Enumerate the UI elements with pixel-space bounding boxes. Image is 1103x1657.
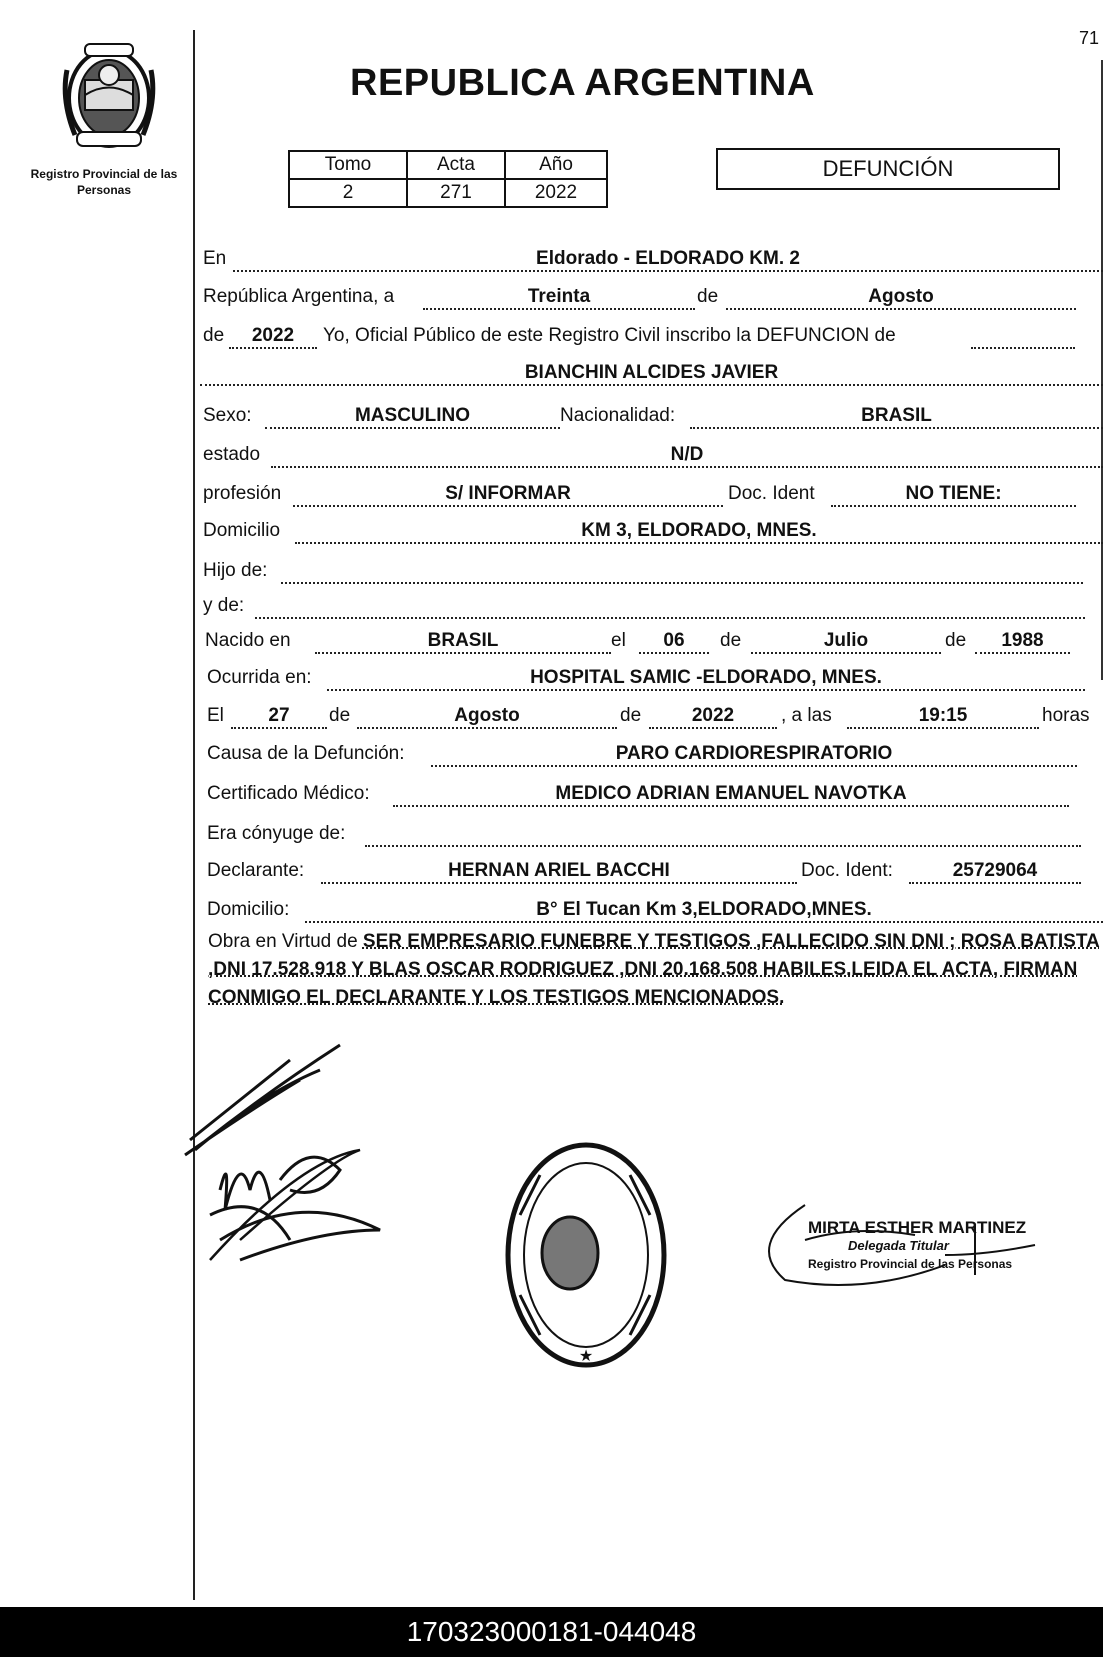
register-header-ano: Año xyxy=(505,151,607,179)
de-label-5: de xyxy=(620,705,642,726)
page-number: 71 xyxy=(1078,28,1099,48)
ocurrida-value: HOSPITAL SAMIC -ELDORADO, MNES. xyxy=(327,665,1085,691)
register-header-tomo: Tomo xyxy=(289,151,407,179)
row-sexo xyxy=(203,403,1103,429)
doc-ident-value: NO TIENE: xyxy=(831,481,1076,507)
yde-label: y de: xyxy=(203,595,245,616)
yde-value xyxy=(255,593,1085,619)
de-label: de xyxy=(697,286,719,307)
province-coat-of-arms-logo xyxy=(55,40,163,152)
inscribo-text: Yo, Oficial Público de este Registro Civil inscribo la DEFUNCION de xyxy=(323,325,896,346)
row-date xyxy=(203,284,1083,310)
row-certificado xyxy=(207,781,1069,807)
nacido-value: BRASIL xyxy=(315,628,611,654)
doc-ident-label: Doc. Ident xyxy=(728,483,815,504)
day-value: Treinta xyxy=(423,284,695,310)
register-table xyxy=(288,150,608,208)
de-label-4: de xyxy=(329,705,351,726)
horas-label: horas xyxy=(1042,705,1090,726)
estado-value: N/D xyxy=(271,442,1103,468)
row-domicilio xyxy=(203,518,1103,544)
row-name xyxy=(200,360,1103,386)
sexo-label: Sexo: xyxy=(203,405,252,426)
republica-label: República Argentina, a xyxy=(203,286,395,307)
death-month: Agosto xyxy=(357,703,617,729)
register-value-ano: 2022 xyxy=(505,179,607,207)
birth-month: Julio xyxy=(751,628,941,654)
register-value-acta: 271 xyxy=(407,179,505,207)
obra-paragraph xyxy=(208,928,1103,1012)
year-value: 2022 xyxy=(229,323,317,349)
de-label-3: de xyxy=(945,630,967,651)
causa-label: Causa de la Defunción: xyxy=(207,743,405,764)
death-day: 27 xyxy=(231,703,327,729)
declarante-value: HERNAN ARIEL BACCHI xyxy=(321,858,797,884)
certificado-label: Certificado Médico: xyxy=(207,783,370,804)
death-year: 2022 xyxy=(649,703,777,729)
birth-day: 06 xyxy=(639,628,709,654)
en-label: En xyxy=(203,248,227,269)
svg-text:★: ★ xyxy=(578,1348,594,1365)
register-value-tomo: 2 xyxy=(289,179,407,207)
de-label: de xyxy=(203,325,225,346)
nacido-label: Nacido en xyxy=(205,630,291,651)
doc2-label: Doc. Ident: xyxy=(801,860,893,881)
domicilio2-label: Domicilio: xyxy=(207,899,290,920)
conyuge-label: Era cónyuge de: xyxy=(207,823,346,844)
alas-label: , a las xyxy=(781,705,832,726)
nacionalidad-value: BRASIL xyxy=(690,403,1103,429)
row-fecha xyxy=(207,703,1097,729)
domicilio-label: Domicilio xyxy=(203,520,281,541)
declarante-label: Declarante: xyxy=(207,860,305,881)
sexo-value: MASCULINO xyxy=(265,403,560,429)
conyuge-value xyxy=(365,821,1081,847)
el2-label: El xyxy=(207,705,224,726)
row-domicilio2 xyxy=(207,897,1103,923)
margin-line xyxy=(193,30,195,1600)
register-header-acta: Acta xyxy=(407,151,505,179)
row-conyuge xyxy=(207,821,1081,847)
death-time: 19:15 xyxy=(847,703,1039,729)
record-type-box: DEFUNCIÓN xyxy=(716,148,1060,190)
official-stamp xyxy=(808,1218,1026,1271)
row-estado xyxy=(203,442,1103,468)
official-role: Delegada Titular xyxy=(848,1238,949,1253)
page-title: REPUBLICA ARGENTINA xyxy=(350,62,815,104)
causa-value: PARO CARDIORESPIRATORIO xyxy=(431,741,1077,767)
hijo-label: Hijo de: xyxy=(203,560,268,581)
domicilio2-value: B° El Tucan Km 3,ELDORADO,MNES. xyxy=(305,897,1103,923)
registry-round-seal xyxy=(500,1135,675,1375)
row-declarante xyxy=(207,858,1083,884)
hijo-value xyxy=(281,558,1083,584)
obra-label: Obra en Virtud de xyxy=(208,931,358,952)
doc2-value: 25729064 xyxy=(909,858,1081,884)
official-org: Registro Provincial de las Personas xyxy=(808,1257,1013,1271)
en-value: Eldorado - ELDORADO KM. 2 xyxy=(233,246,1103,272)
deceased-name: BIANCHIN ALCIDES JAVIER xyxy=(200,360,1103,386)
de-label-2: de xyxy=(720,630,742,651)
birth-year: 1988 xyxy=(975,628,1070,654)
row-year xyxy=(203,323,1083,349)
el-label: el xyxy=(611,630,626,651)
ocurrida-label: Ocurrida en: xyxy=(207,667,312,688)
row-yde xyxy=(203,593,1085,619)
profesion-label: profesión xyxy=(203,483,282,504)
row-profesion xyxy=(203,481,1083,507)
row-causa xyxy=(207,741,1077,767)
profesion-value: S/ INFORMAR xyxy=(293,481,723,507)
declarant-signature xyxy=(180,1040,410,1270)
obra-text: SER EMPRESARIO FUNEBRE Y TESTIGOS ,FALLECIDO SIN DNI ; ROSA BATISTA ,DNI 17.528.918 Y BLAS OSCAR RODRIGUEZ ,DNI 20.168.508 HABILES.LEIDA EL ACTA, FIRMAN CONMIGO EL DECLARANTE Y LOS TESTIGOS MENCIONADOS. xyxy=(208,931,1100,1008)
document-code-footer: 170323000181-044048 xyxy=(0,1607,1103,1657)
row-ocurrida xyxy=(207,665,1085,691)
estado-label: estado xyxy=(203,444,261,465)
row-hijo xyxy=(203,558,1083,584)
domicilio-value: KM 3, ELDORADO, MNES. xyxy=(295,518,1103,544)
logo-caption: Registro Provincial de las Personas xyxy=(30,167,178,197)
row-nacido xyxy=(205,628,1085,654)
inscribo-fill xyxy=(971,323,1075,349)
official-name: MIRTA ESTHER MARTINEZ xyxy=(808,1218,1027,1237)
month-value: Agosto xyxy=(726,284,1076,310)
certificado-value: MEDICO ADRIAN EMANUEL NAVOTKA xyxy=(393,781,1069,807)
nacionalidad-label: Nacionalidad: xyxy=(560,405,676,426)
row-en xyxy=(203,246,1103,272)
